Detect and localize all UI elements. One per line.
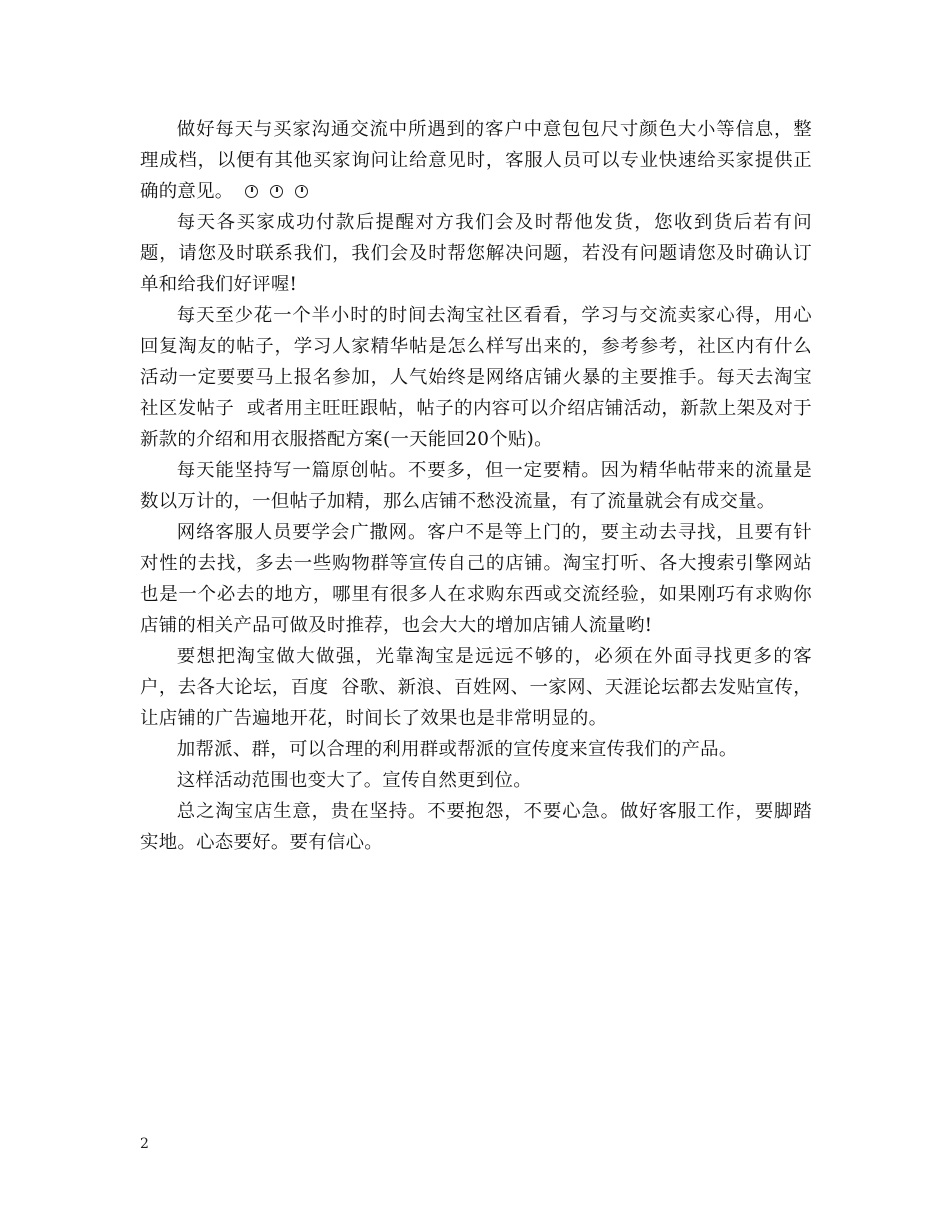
- paragraph-7: 加帮派、群，可以合理的利用群或帮派的宣传度来宣传我们的产品。: [176, 739, 738, 760]
- paragraph-4: 每天能坚持写一篇原创帖。不要多，但一定要精。因为精华帖带来的流量是数以万计的，一但帖子加精，那么店铺不愁没流量，有了流量就会有成交量。: [140, 460, 812, 512]
- paragraph-8: 这样活动范围也变大了。宣传自然更到位。: [176, 770, 532, 791]
- clock-icon: [245, 185, 258, 198]
- page-number: 2: [140, 1136, 149, 1152]
- clock-icon: [270, 185, 283, 198]
- paragraph-2: 每天各买家成功付款后提醒对方我们会及时帮他发货，您收到货后若有问题，请您及时联系我们，我们会及时帮您解决问题，若没有问题请您及时确认订单和给我们好评喔!: [140, 212, 812, 295]
- paragraph-3: 每天至少花一个半小时的时间去淘宝社区看看，学习与交流卖家心得，用心回复淘友的帖子，学习人家精华帖是怎么样写出来的，参考参考，社区内有什么活动一定要要马上报名参加，人气始终是网络店铺火暴的主要推手。每天去淘宝社区发帖子 或者用主旺旺跟帖，帖子的内容可以介绍店铺活动，新款上架及对于新款的介绍和用衣服搭配方案(一天能回20个贴)。: [140, 305, 812, 450]
- paragraph-9: 总之淘宝店生意，贵在坚持。不要抱怨，不要心急。做好客服工作，要脚踏实地。心态要好。要有信心。: [140, 801, 812, 853]
- paragraph-1: [140, 114, 812, 207]
- paragraph-5: 网络客服人员要学会广撒网。客户不是等上门的，要主动去寻找，且要有针对性的去找，多去一些购物群等宣传自己的店铺。淘宝打听、各大搜索引擎网站也是一个必去的地方，哪里有很多人在求购东西或交流经验，如果刚巧有求购你店铺的相关产品可做及时推荐，也会大大的增加店铺人流量哟!: [140, 522, 812, 636]
- paragraph-1-text: 做好每天与买家沟通交流中所遇到的客户中意包包尺寸颜色大小等信息，整理成档，以便有其他买家询问让给意见时，客服人员可以专业快速给买家提供正确的意见。: [140, 119, 812, 202]
- clock-icon: [295, 185, 308, 198]
- document-body: [140, 114, 812, 858]
- paragraph-6: 要想把淘宝做大做强，光靠淘宝是远远不够的，必须在外面寻找更多的客户，去各大论坛，百度 谷歌、新浪、百姓网、一家网、天涯论坛都去发贴宣传，让店铺的广告遍地开花，时间长了效果也是非常明显的。: [140, 646, 812, 729]
